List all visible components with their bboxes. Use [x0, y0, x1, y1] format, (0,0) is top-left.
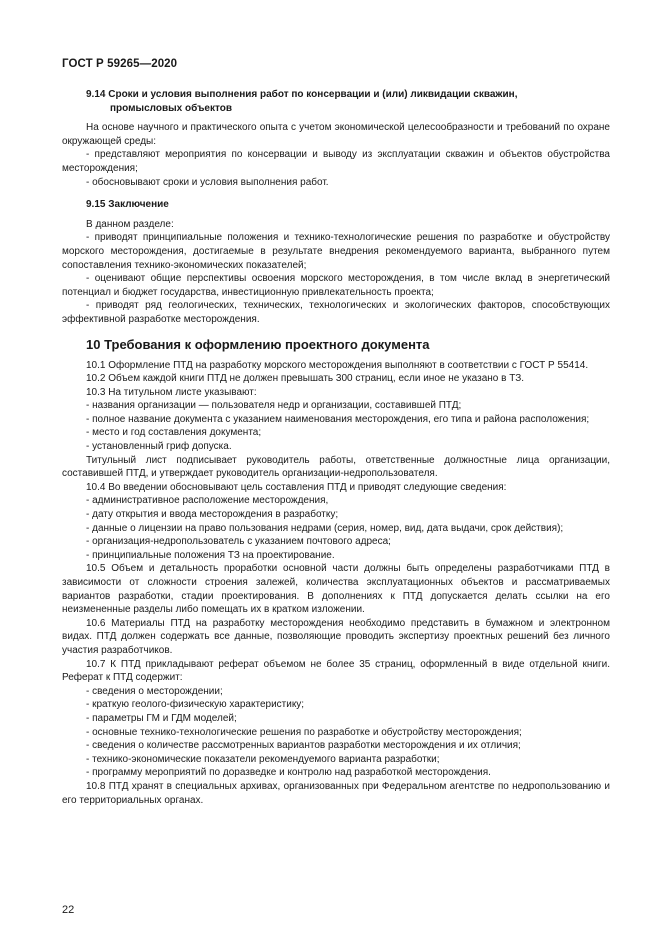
list-item: - представляют мероприятия по консервации и выводу из эксплуатации скважин и объектов обустройства месторождения; — [62, 149, 610, 174]
chapter-10-title: 10 Требования к оформлению проектного документа — [86, 336, 430, 352]
paragraph: 10.5 Объем и детальность проработки основной части должны быть определены разработчиками ПТД в зависимости от сложности строения залежей, количества эксплуатационных объектов и рассматриваемых вариантов разработки, стадии проектирования. В дополнениях к ПТД допускается делать ссылки на его неизмененные разделы либо помещать их в кратком изложении. — [62, 563, 610, 616]
list-item: - принципиальные положения ТЗ на проектирование. — [86, 549, 335, 561]
paragraph: 10.8 ПТД хранят в специальных архивах, организованных при Федеральном агентстве по недропользованию и его территориальных органах. — [62, 780, 610, 806]
paragraph: 10.1 Оформление ПТД на разработку морского месторождения выполняют в соответствии с ГОСТ Р 55414. — [86, 359, 589, 371]
list-item: - приводят принципиальные положения и технико-технологические решения по разработке и обустройству морского месторождения, достигаемые в результате внедрения рекомендуемого варианта, выбранного путем сопоставления технико-экономических показателей; — [62, 232, 610, 271]
list-item: - административное расположение месторождения, — [86, 495, 329, 507]
list-item: - программу мероприятий по доразведке и контролю над разработкой месторождения. — [86, 767, 491, 779]
section-9-14-title-cont: промысловых объектов — [110, 102, 233, 114]
paragraph: Титульный лист подписывает руководитель работы, ответственные должностные лица организации, составившей ПТД, и утверждает руководитель организации-недропользователя. — [62, 454, 610, 480]
list-item: - место и год составления документа; — [86, 427, 262, 439]
list-item: - организация-недропользователь с указанием почтового адреса; — [86, 536, 391, 548]
list-item: - сведения о месторождении; — [86, 685, 223, 697]
list-item: - сведения о количестве рассмотренных вариантов разработки месторождения и их отличия; — [86, 740, 521, 752]
list-item: - технико-экономические показатели рекомендуемого варианта разработки; — [86, 753, 440, 765]
list-item: - дату открытия и ввода месторождения в разработку; — [86, 509, 339, 521]
paragraph: На основе научного и практического опыта с учетом экономической целесообразности и требований по охране окружающей среды: — [62, 122, 610, 147]
page-number: 22 — [62, 904, 75, 916]
section-9-14-title: 9.14 Сроки и условия выполнения работ по консервации и (или) ликвидации скважин, — [86, 89, 518, 100]
paragraph: 10.2 Объем каждой книги ПТД не должен превышать 300 страниц, если иное не указано в ТЗ. — [86, 373, 525, 385]
list-item: - краткую геолого-физическую характеристику; — [86, 699, 305, 711]
list-item: - установленный гриф допуска. — [86, 441, 232, 453]
list-item: - полное название документа с указанием наименования месторождения, его типа и района расположения; — [86, 413, 590, 425]
list-item: - параметры ГМ и ГДМ моделей; — [86, 712, 237, 724]
paragraph: В данном разделе: — [86, 218, 174, 230]
list-item: - основные технико-технологические решения по разработке и обустройству месторождения; — [86, 726, 522, 738]
section-9-15-title: 9.15 Заключение — [86, 199, 169, 211]
paragraph: 10.4 Во введении обосновывают цель составления ПТД и приводят следующие сведения: — [86, 481, 507, 493]
list-item: - обосновывают сроки и условия выполнения работ. — [86, 176, 329, 188]
page-content — [62, 88, 610, 807]
paragraph: 10.3 На титульном листе указывают: — [86, 386, 257, 398]
list-item: - данные о лицензии на право пользования недрами (серия, номер, вид, дата выдачи, срок действия); — [86, 522, 564, 534]
paragraph: 10.6 Материалы ПТД на разработку месторождения необходимо представить в бумажном и электронном видах. ПТД должен содержать все данные, позволяющие проводить экспертизу проектных решений без личного участия разработчиков. — [62, 617, 610, 656]
paragraph: 10.7 К ПТД прикладывают реферат объемом не более 35 страниц, оформленный в виде отдельной книги. Реферат к ПТД содержит: — [62, 658, 610, 684]
list-item: - названия организации — пользователя недр и организации, составившей ПТД; — [86, 400, 462, 412]
standard-header: ГОСТ Р 59265—2020 — [62, 58, 178, 70]
list-item: - приводят ряд геологических, технических, технологических и экологических факторов, способствующих эффективной разработке месторождения. — [62, 300, 610, 325]
list-item: - оценивают общие перспективы освоения морского месторождения, в том числе вклад в энергетический потенциал и бюджет государства, инвестиционную привлекательность проекта; — [62, 273, 610, 298]
